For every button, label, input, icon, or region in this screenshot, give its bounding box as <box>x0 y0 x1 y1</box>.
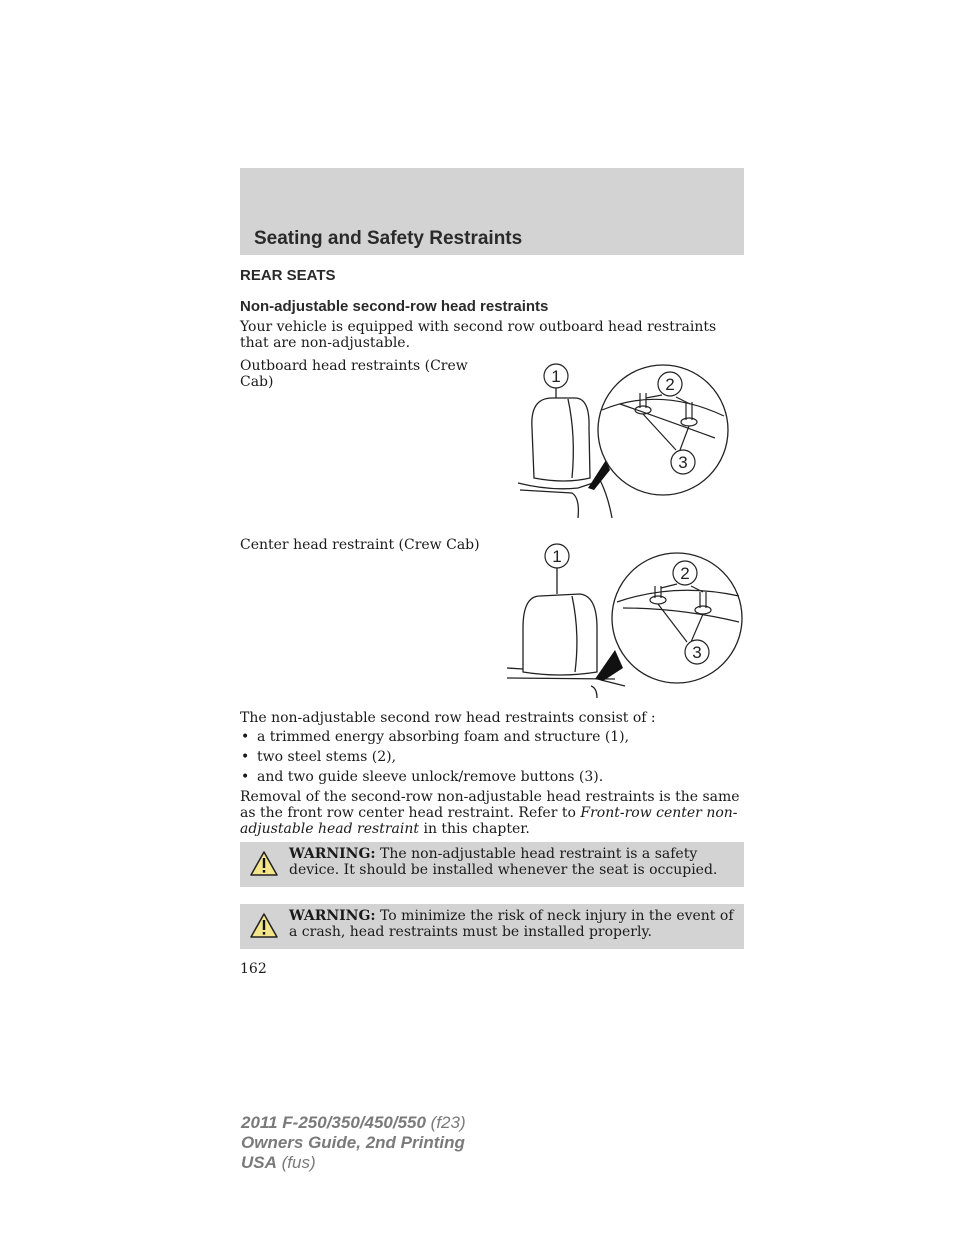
removal-paragraph: Removal of the second-row non-adjustable head restraints is the same as the front row center head restraint. Refer to Front-row center non-adjustable head restraint in this chapter. <box>240 789 740 837</box>
outboard-head-restraint-illustration <box>510 358 740 523</box>
callout-label-1: 1 <box>552 547 562 566</box>
headrest-outline <box>507 568 625 698</box>
center-head-restraint-illustration <box>505 538 745 700</box>
warning-text: WARNING: The non-adjustable head restraint is a safety device. It should be installed whenever the seat is occupied. <box>289 846 718 878</box>
warning-label: WARNING: <box>289 908 376 924</box>
callout-label-2: 2 <box>665 375 675 394</box>
zoom-pointer <box>588 460 610 490</box>
bullet-icon: • <box>241 769 250 785</box>
zoom-pointer <box>595 650 623 681</box>
footer-line-model: 2011 F-250/350/450/550 (f23) <box>241 1113 466 1132</box>
document-footer <box>241 1113 466 1173</box>
warning-triangle-icon <box>249 850 279 877</box>
bullet-icon: • <box>241 749 250 765</box>
footer-line-market: USA (fus) <box>241 1153 316 1172</box>
warning-box <box>240 904 744 949</box>
intro-paragraph: Your vehicle is equipped with second row outboard head restraints that are non-adjustable. <box>240 319 717 351</box>
callout-label-3: 3 <box>692 643 702 662</box>
bullet-icon: • <box>241 729 250 745</box>
warning-box <box>240 842 744 887</box>
callout-label-3: 3 <box>678 453 688 472</box>
warning-text: WARNING: To minimize the risk of neck injury in the event of a crash, head restraints must be installed properly. <box>289 908 734 940</box>
sub-heading: Non-adjustable second-row head restraints <box>240 298 549 315</box>
components-list <box>240 729 629 789</box>
headrest-outline <box>518 376 612 518</box>
cross-reference: Front-row center non-adjustable head restraint <box>240 805 738 837</box>
list-item: • a trimmed energy absorbing foam and structure (1), <box>241 729 630 745</box>
warning-triangle-icon <box>249 912 279 939</box>
figure-caption-center: Center head restraint (Crew Cab) <box>240 537 480 553</box>
section-heading: REAR SEATS <box>240 267 336 284</box>
warning-label: WARNING: <box>289 846 376 862</box>
figure-caption-outboard: Outboard head restraints (Crew Cab) <box>240 358 468 390</box>
callout-label-1: 1 <box>551 367 561 386</box>
chapter-title: Seating and Safety Restraints <box>254 228 523 249</box>
list-item: • and two guide sleeve unlock/remove buttons (3). <box>241 769 604 785</box>
components-lead: The non-adjustable second row head restraints consist of : <box>240 710 656 726</box>
footer-line-printing: Owners Guide, 2nd Printing <box>241 1133 465 1152</box>
callout-label-2: 2 <box>680 564 690 583</box>
list-item: • two steel stems (2), <box>241 749 397 765</box>
page-number: 162 <box>240 961 267 977</box>
